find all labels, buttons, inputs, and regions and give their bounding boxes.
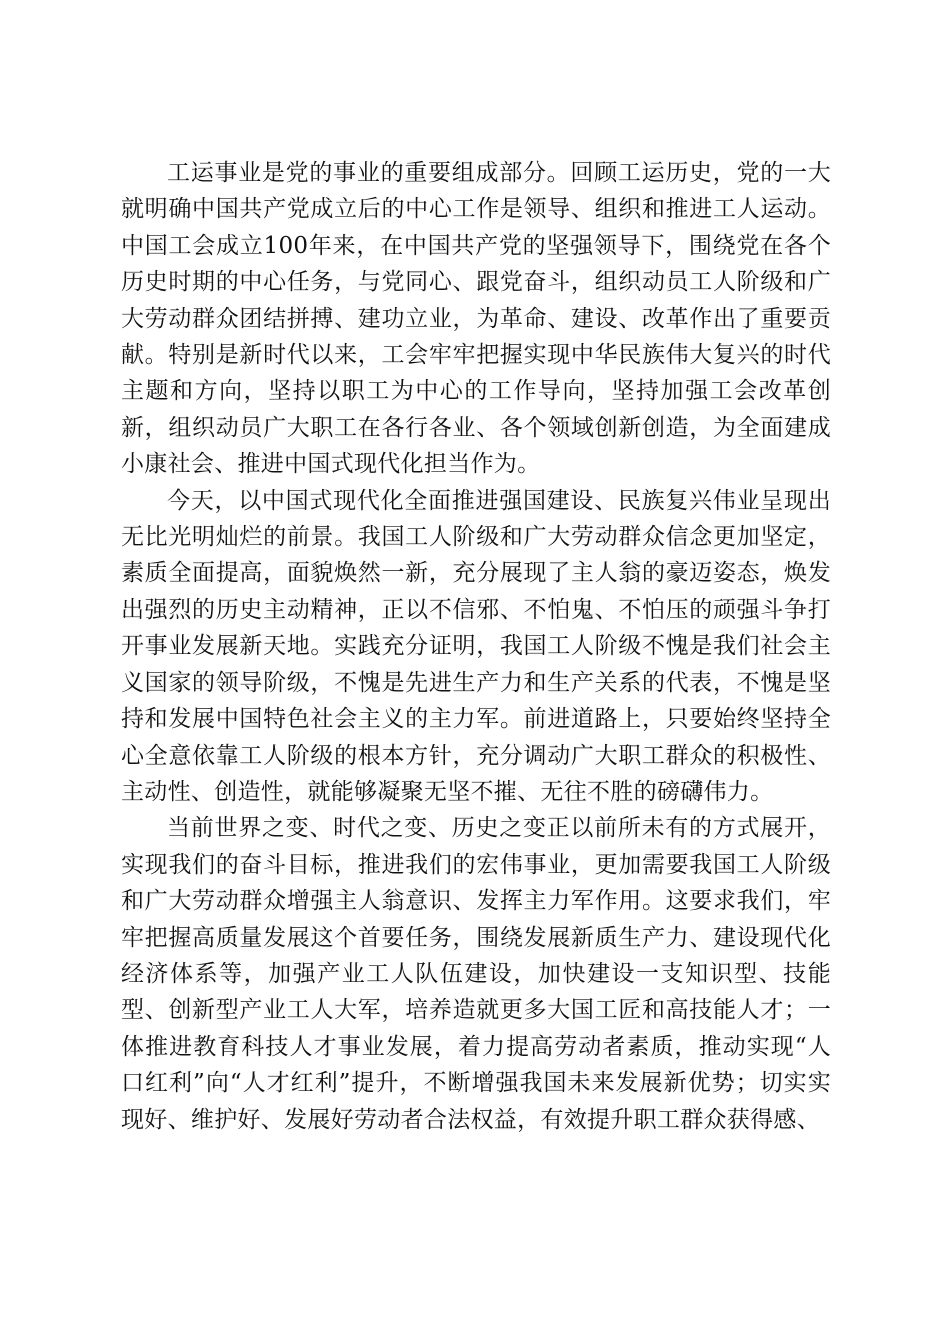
paragraph-1: 工运事业是党的事业的重要组成部分。回顾工运历史，党的一大就明确中国共产党成立后的中心工作是领导、组织和推进工人运动。中国工会成立100年来，在中国共产党的坚强领导下，围绕党在各个历史时期的中心任务，与党同心、跟党奋斗，组织动员工人阶级和广大劳动群众团结拼搏、建功立业，为革命、建设、改革作出了重要贡献。特别是新时代以来，工会牢牢把握实现中华民族伟大复兴的时代主题和方向，坚持以职工为中心的工作导向，坚持加强工会改革创新，组织动员广大职工在各行各业、各个领域创新创造，为全面建成小康社会、推进中国式现代化担当作为。 bbox=[121, 160, 831, 478]
paragraph-3: 当前世界之变、时代之变、历史之变正以前所未有的方式展开，实现我们的奋斗目标，推进我们的宏伟事业，更加需要我国工人阶级和广大劳动群众增强主人翁意识、发挥主力军作用。这要求我们，牢牢把握高质量发展这个首要任务，围绕发展新质生产力、建设现代化经济体系等，加强产业工人队伍建设，加快建设一支知识型、技能型、创新型产业工人大军，培养造就更多大国工匠和高技能人才；一体推进教育科技人才事业发展，着力提高劳动者素质，推动实现“人口红利”向“人才红利”提升，不断增强我国未来发展新优势；切实实现好、维护好、发展好劳动者合法权益，有效提升职工群众获得感、 bbox=[121, 815, 831, 1133]
body-text bbox=[121, 155, 831, 1138]
paragraph-2: 今天，以中国式现代化全面推进强国建设、民族复兴伟业呈现出无比光明灿烂的前景。我国工人阶级和广大劳动群众信念更加坚定，素质全面提高，面貌焕然一新，充分展现了主人翁的豪迈姿态，焕发出强烈的历史主动精神，正以不信邪、不怕鬼、不怕压的顽强斗争打开事业发展新天地。实践充分证明，我国工人阶级不愧是我们社会主义国家的领导阶级，不愧是先进生产力和生产关系的代表，不愧是坚持和发展中国特色社会主义的主力军。前进道路上，只要始终坚持全心全意依靠工人阶级的根本方针，充分调动广大职工群众的积极性、主动性、创造性，就能够凝聚无坚不摧、无往不胜的磅礴伟力。 bbox=[121, 487, 831, 805]
